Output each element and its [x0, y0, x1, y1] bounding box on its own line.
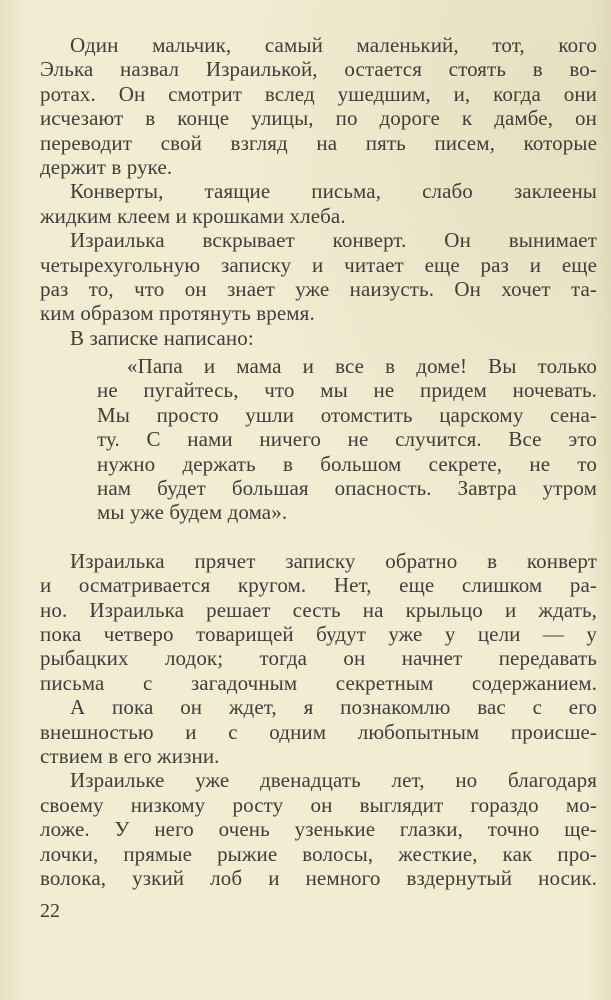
text-line: пока четверо товарищей будут уже у цели — у: [40, 621, 597, 646]
text-line: письма с загадочным секретным содержанием.: [40, 670, 597, 695]
text-line: А пока он ждет, я познакомлю вас с его: [70, 695, 597, 720]
paragraph: [40, 326, 597, 350]
text-line: но. Израилька решает сесть на крыльцо и ждать,: [40, 597, 597, 622]
text-line: Мы просто ушли отомстить царскому сена-: [97, 402, 597, 427]
text-line: Элька назвал Израилькой, остается стоять в во-: [40, 57, 597, 82]
paragraph: [40, 695, 597, 768]
text-line: ложе. У него очень узенькие глазки, точно ще-: [40, 817, 597, 842]
paragraph: [40, 549, 597, 695]
text-line: Один мальчик, самый маленький, тот, кого: [70, 33, 597, 57]
text-line: В записке написано:: [70, 325, 254, 350]
text-line: лочки, прямые рыжие волосы, жесткие, как про-: [40, 841, 597, 866]
text-line: рыбацких лодок; тогда он начнет передавать: [40, 646, 597, 671]
text-line: жидким клеем и крошками хлеба.: [40, 203, 346, 228]
text-line: Израилька прячет записку обратно в конверт: [70, 548, 597, 573]
paragraph: [40, 179, 597, 228]
text-line: ствием в его жизни.: [40, 743, 220, 768]
text-line: нужно держать в большом секрете, не то: [97, 451, 597, 476]
text-line: не пугайтесь, что мы не придем ночевать.: [97, 378, 597, 403]
text-line: и осматривается кругом. Нет, еще слишком ра-: [40, 573, 597, 598]
text-line: четырехугольную записку и читает еще раз и еще: [40, 252, 597, 277]
text-line: ту. С нами ничего не случится. Все это: [97, 427, 597, 452]
text-line: волока, узкий лоб и немного вздернутый носик.: [40, 865, 597, 890]
paragraph: [40, 33, 597, 179]
text-line: своему низкому росту он выглядит гораздо мо-: [40, 792, 597, 817]
text-line: Израилька вскрывает конверт. Он вынимает: [70, 228, 597, 253]
paragraph: [40, 228, 597, 326]
text-line: Израильке уже двенадцать лет, но благодаря: [70, 768, 597, 793]
text-line: Конверты, таящие письма, слабо заклеены: [70, 179, 597, 204]
text-line: внешностью и с одним любопытным происше-: [40, 719, 597, 744]
page-number: 22: [40, 900, 60, 922]
text-line: раз то, что он знает уже наизусть. Он хочет та-: [40, 276, 597, 301]
text-line: мы уже будем дома».: [97, 500, 288, 525]
text-line: ротах. Он смотрит вслед ушедшим, и, когда они: [40, 81, 597, 106]
text-line: ким образом протянуть время.: [40, 301, 315, 326]
text-line: «Папа и мама и все в доме! Вы только: [127, 354, 597, 379]
book-page-body: [40, 33, 597, 890]
text-line: исчезают в конце улицы, по дороге к дамбе, он: [40, 106, 597, 131]
quoted-note: [40, 354, 597, 525]
text-line: нам будет большая опасность. Завтра утром: [97, 476, 597, 501]
paragraph: [40, 768, 597, 890]
text-line: переводит свой взгляд на пять писем, которые: [40, 130, 597, 155]
text-line: держит в руке.: [40, 154, 173, 179]
